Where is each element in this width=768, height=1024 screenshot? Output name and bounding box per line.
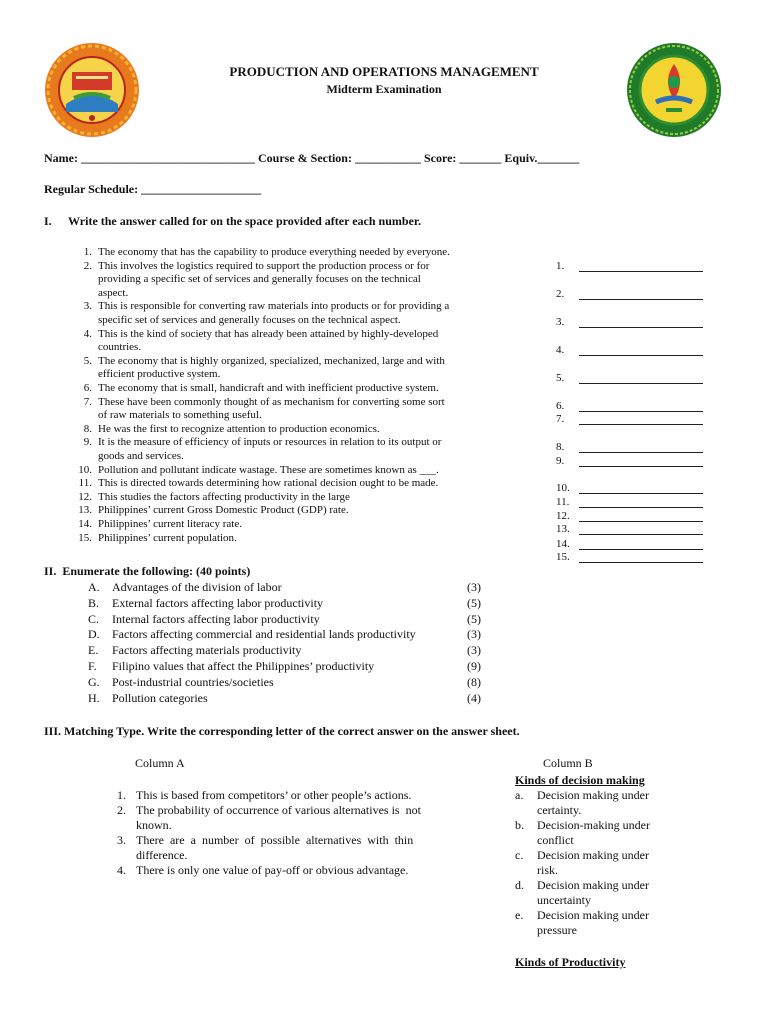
question-text: providing a specific set of services and generally focuses on the technical <box>98 273 421 286</box>
enumeration-letter: E. <box>88 643 99 658</box>
question-number: 5. <box>83 354 92 367</box>
answer-line <box>556 538 706 552</box>
column-a-text: This is based from competitors’ or other people’s actions. <box>136 788 412 802</box>
answer-line <box>556 316 706 330</box>
column-b-label: Column B <box>543 756 593 770</box>
part3-heading: III. Matching Type. Write the corresponding letter of the correct answer on the answer sheet. <box>44 724 520 738</box>
column-b-text: Decision making under <box>537 788 649 802</box>
answer-line <box>556 413 706 427</box>
question-text: This is directed towards determining how rational decision ought to be made. <box>98 477 439 490</box>
column-b-letter: a. <box>515 788 524 802</box>
answer-number: 5. <box>556 372 565 384</box>
answer-line <box>556 441 706 455</box>
enumeration-item <box>88 675 488 689</box>
question-text: This is the kind of society that has already been attained by highly-developed <box>98 327 439 340</box>
enumeration-text: Factors affecting materials productivity <box>112 643 302 658</box>
question-number: 15. <box>78 531 92 544</box>
column-b-text: Decision making under <box>537 848 649 862</box>
question-number: 11. <box>78 477 92 490</box>
question-text: Philippines’ current literacy rate. <box>98 518 242 530</box>
enumeration-count: (8) <box>467 674 481 689</box>
answer-number: 15. <box>556 551 570 563</box>
enumeration-letter: D. <box>88 627 100 642</box>
answer-blank <box>579 411 703 412</box>
question-text: The economy that is highly organized, specialized, mechanized, large and with <box>98 354 445 367</box>
enumeration-letter: H. <box>88 690 100 705</box>
column-a-text: There is only one value of pay-off or obvious advantage. <box>136 863 409 877</box>
question-text: This is responsible for converting raw materials into products or for providing a <box>98 300 450 313</box>
column-b-text: Decision making under <box>537 878 649 892</box>
answer-blank <box>579 271 703 272</box>
enumeration-letter: B. <box>88 595 100 610</box>
question-text: goods and services. <box>98 449 184 462</box>
enumeration-item <box>88 643 488 657</box>
answer-line <box>556 372 706 386</box>
question-number: 7. <box>83 395 92 408</box>
enumeration-text: Post-industrial countries/societies <box>112 674 274 689</box>
question-text: The economy that has the capability to produce everything needed by everyone. <box>98 246 450 258</box>
part2-heading: II. Enumerate the following: (40 points) <box>44 564 251 578</box>
schedule-line: Regular Schedule: ____________________ <box>44 182 262 196</box>
column-b-item <box>515 818 705 848</box>
question-text: The economy that is small, handicraft and with inefficient productive system. <box>98 382 439 394</box>
enumeration-item <box>88 612 488 626</box>
question-text: He was the first to recognize attention to production economics. <box>98 422 380 435</box>
question-number: 2. <box>83 259 92 272</box>
question-number: 13. <box>78 504 92 517</box>
answer-number: 10. <box>556 482 570 494</box>
answer-blank <box>579 466 703 467</box>
enumeration-letter: G. <box>88 674 100 689</box>
enumeration-item <box>88 627 488 641</box>
column-a-text: The probability of occurrence of various alternatives is not <box>136 803 421 817</box>
answer-blank <box>579 355 703 356</box>
answer-blank <box>579 521 703 522</box>
enumeration-text: Pollution categories <box>112 690 208 705</box>
column-a-label: Column A <box>135 756 185 770</box>
answer-number: 12. <box>556 510 570 522</box>
column-b-letter: c. <box>515 848 524 862</box>
answer-number: 2. <box>556 288 565 300</box>
answer-line <box>556 551 706 565</box>
answer-line <box>556 260 706 274</box>
answer-number: 14. <box>556 538 570 550</box>
column-b-letter: b. <box>515 818 524 832</box>
question-number: 10. <box>78 463 92 476</box>
answer-line <box>556 344 706 358</box>
enumeration-count: (9) <box>467 659 481 673</box>
enumeration-text: Factors affecting commercial and residential lands productivity <box>112 627 416 642</box>
question-text: Pollution and pollutant indicate wastage. These are sometimes known as ___. <box>98 463 439 476</box>
column-b-text: risk. <box>537 863 558 877</box>
column-b-item <box>515 848 705 878</box>
answer-number: 8. <box>556 441 565 453</box>
question-text: Philippines’ current Gross Domestic Product (GDP) rate. <box>98 504 349 517</box>
enumeration-item <box>88 580 488 594</box>
answer-number: 13. <box>556 523 570 535</box>
question-text: This involves the logistics required to support the production process or for <box>98 259 430 272</box>
column-a-number: 3. <box>117 833 126 847</box>
enumeration-count: (3) <box>467 643 481 658</box>
question-number: 6. <box>83 382 92 394</box>
enumeration-text: External factors affecting labor productivity <box>112 595 324 610</box>
column-b-text: conflict <box>537 833 574 847</box>
answer-line <box>556 455 706 469</box>
enumeration-text: Internal factors affecting labor productivity <box>112 611 320 626</box>
answer-line <box>556 523 706 537</box>
column-b-item <box>515 878 705 908</box>
column-a-number: 4. <box>117 863 126 877</box>
answer-number: 9. <box>556 455 565 467</box>
answer-line <box>556 400 706 414</box>
enumeration-count: (5) <box>467 611 481 626</box>
enumeration-item <box>88 596 488 610</box>
enumeration-item <box>88 691 488 705</box>
column-a-text: There are a number of possible alternatives with thin <box>136 833 414 847</box>
question-text: countries. <box>98 341 142 354</box>
answer-blank <box>579 452 703 453</box>
enumeration-letter: F. <box>88 659 97 673</box>
question-number: 4. <box>83 327 92 340</box>
answer-number: 7. <box>556 413 565 425</box>
question-text: It is the measure of efficiency of inputs or resources in relation to its output or <box>98 436 442 449</box>
enumeration-count: (3) <box>467 580 481 594</box>
column-b-text: pressure <box>537 923 577 937</box>
answer-blank <box>579 534 703 535</box>
column-b-item <box>515 908 705 938</box>
column-b-item <box>515 788 705 818</box>
question-text: Philippines’ current population. <box>98 531 237 544</box>
question-text: These have been commonly thought of as mechanism for converting some sort <box>98 395 445 408</box>
answer-number: 4. <box>556 344 565 356</box>
answer-blank <box>579 327 703 328</box>
column-b-text: uncertainty <box>537 893 591 907</box>
answer-blank <box>579 507 703 508</box>
answer-blank <box>579 424 703 425</box>
answer-blank <box>579 383 703 384</box>
answer-line <box>556 510 706 524</box>
column-b-letter: e. <box>515 908 524 922</box>
answer-blank <box>579 299 703 300</box>
question-text: aspect. <box>98 286 129 299</box>
column-a-number: 2. <box>117 803 126 817</box>
question-number: 8. <box>83 422 92 435</box>
name-course-score-line: Name: _____________________________ Course & Section: ___________ Score: _______ Equiv._______ <box>44 151 580 165</box>
question-number: 12. <box>78 490 92 503</box>
enumeration-text: Advantages of the division of labor <box>112 580 282 594</box>
column-b-text: certainty. <box>537 803 582 817</box>
answer-blank <box>579 562 703 563</box>
enumeration-count: (4) <box>467 690 481 705</box>
enumeration-item <box>88 659 488 673</box>
question-number: 3. <box>83 300 92 313</box>
exam-title: PRODUCTION AND OPERATIONS MANAGEMENT <box>229 64 539 79</box>
answer-line <box>556 496 706 510</box>
column-b-heading: Kinds of decision making <box>515 773 645 787</box>
column-b-text: Decision-making under <box>537 818 650 832</box>
column-b-heading-2: Kinds of Productivity <box>515 955 626 969</box>
exam-subtitle: Midterm Examination <box>326 82 442 96</box>
question-text: specific set of services and generally focuses on the technical aspect. <box>98 313 401 326</box>
answer-blank <box>579 549 703 550</box>
column-a-text: difference. <box>136 848 188 862</box>
enumeration-letter: A. <box>88 580 100 594</box>
enumeration-text: Filipino values that affect the Philippines’ productivity <box>112 659 375 673</box>
enumeration-count: (5) <box>467 595 481 610</box>
part1-heading-number: I. <box>44 214 52 228</box>
column-b-letter: d. <box>515 878 524 892</box>
question-text: efficient productive system. <box>98 368 221 381</box>
answer-number: 1. <box>556 260 565 272</box>
question-number: 1. <box>83 246 92 258</box>
question-number: 9. <box>83 436 92 449</box>
answer-number: 11. <box>556 496 570 508</box>
answer-number: 6. <box>556 400 565 412</box>
answer-number: 3. <box>556 316 565 328</box>
column-a-text: known. <box>136 818 172 832</box>
question-text: of raw materials to something useful. <box>98 409 262 422</box>
enumeration-count: (3) <box>467 627 481 642</box>
column-a-number: 1. <box>117 788 126 802</box>
column-b-text: Decision making under <box>537 908 649 922</box>
question-text: This studies the factors affecting productivity in the large <box>98 490 350 503</box>
part1-heading: Write the answer called for on the space provided after each number. <box>68 214 422 228</box>
answer-line <box>556 288 706 302</box>
question-number: 14. <box>78 518 92 530</box>
answer-line <box>556 482 706 496</box>
answer-blank <box>579 493 703 494</box>
enumeration-letter: C. <box>88 611 100 626</box>
